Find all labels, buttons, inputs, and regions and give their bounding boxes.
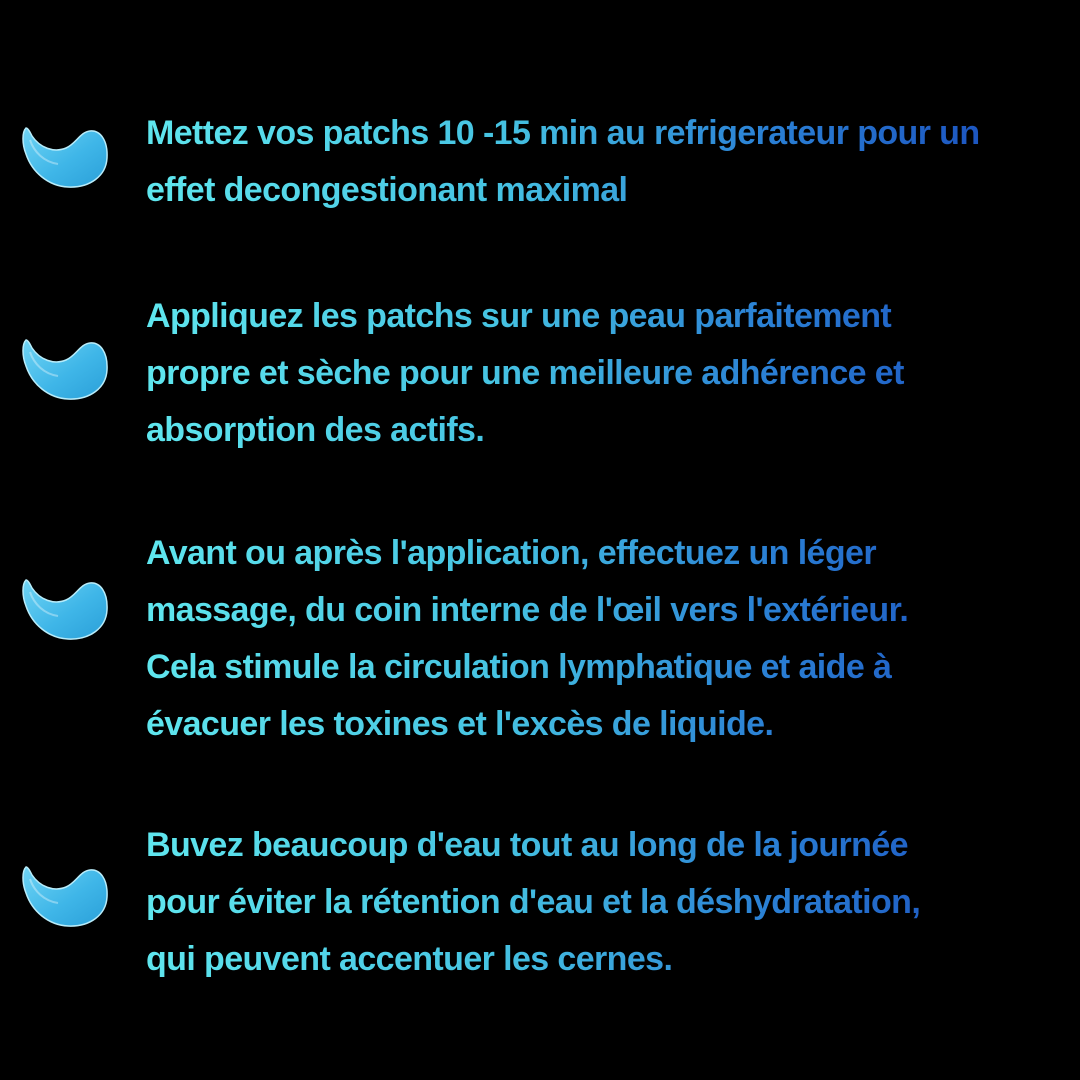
tip-line: absorption des actifs. [146,411,485,449]
tip-line: Buvez beaucoup d'eau tout au long de la journée [146,826,908,864]
eye-patch-icon [20,861,110,931]
tip-line: Mettez vos patchs 10 -15 min au refrigerateur pour un [146,114,980,152]
tip-text [146,525,1066,753]
tip-text [146,817,1066,988]
tip-line: effet decongestionant maximal [146,171,628,209]
eye-patch-icon [20,574,110,644]
tip-line: propre et sèche pour une meilleure adhérence et [146,354,904,392]
tip-line: pour éviter la rétention d'eau et la déshydratation, [146,883,921,921]
eye-patch-icon [20,334,110,404]
eye-patch-icon [20,122,110,192]
tip-line: Appliquez les patchs sur une peau parfaitement [146,297,892,335]
tip-line: Cela stimule la circulation lymphatique et aide à [146,648,892,686]
tip-line: qui peuvent accentuer les cernes. [146,940,673,978]
tip-line: évacuer les toxines et l'excès de liquide. [146,705,774,743]
tip-text [146,105,1066,219]
tip-line: massage, du coin interne de l'œil vers l'extérieur. [146,591,909,629]
tip-text [146,288,1066,459]
tip-line: Avant ou après l'application, effectuez un léger [146,534,876,572]
